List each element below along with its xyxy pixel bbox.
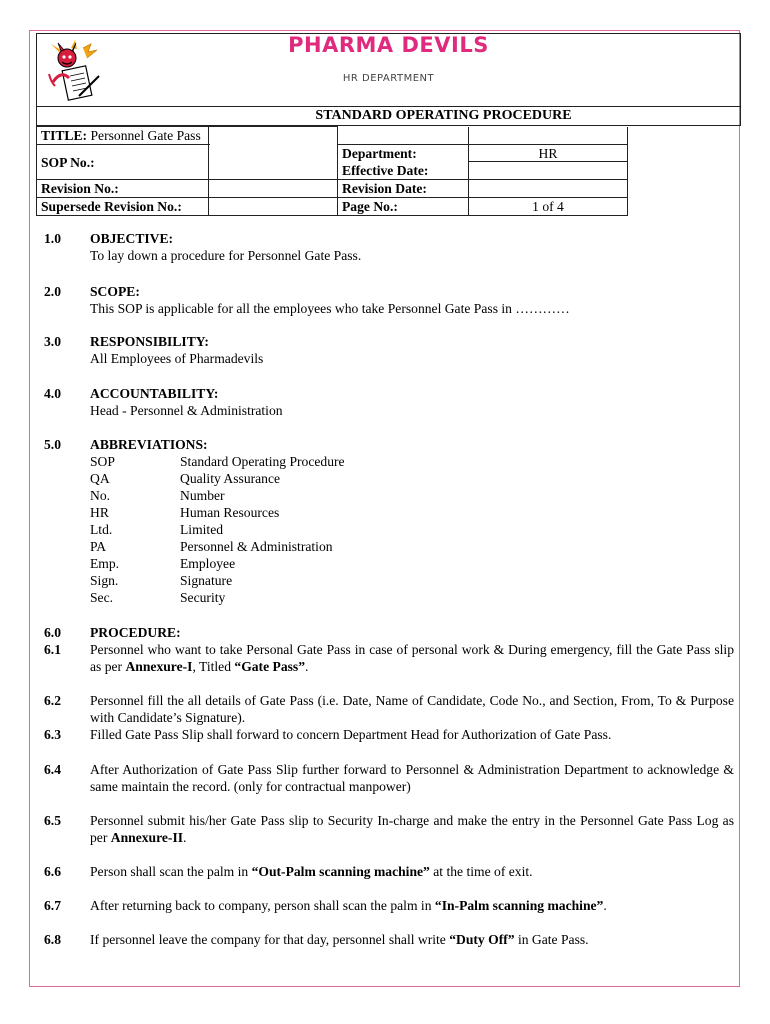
abbreviation-value: Employee [180, 556, 236, 571]
abbreviation-key: QA [90, 471, 110, 486]
section-accountability [44, 385, 734, 419]
step-text [90, 641, 734, 675]
section-scope [44, 283, 734, 317]
procedure-step [44, 692, 734, 726]
annexure-reference: Annexure-I [125, 659, 193, 674]
abbreviation-key: Ltd. [90, 522, 113, 537]
section-text: All Employees of Pharmadevils [90, 351, 264, 366]
step-text-part: . [183, 830, 187, 845]
step-text [90, 931, 734, 948]
step-text-part: If personnel leave the company for that day, personnel shall write [90, 932, 450, 947]
section-text: This SOP is applicable for all the employees who take Personnel Gate Pass in ………… [90, 301, 570, 316]
step-text: Filled Gate Pass Slip shall forward to concern Department Head for Authorization of Gate Pass. [90, 727, 612, 742]
title-label: TITLE: [41, 128, 88, 143]
section-number: 4.0 [44, 386, 61, 401]
abbreviation-row [90, 504, 734, 521]
procedure-step [44, 761, 734, 795]
department-value: HR [469, 145, 627, 162]
step-number: 6.5 [44, 813, 61, 828]
step-text-part: in Gate Pass. [514, 932, 589, 947]
step-text-part: . [305, 659, 309, 674]
abbreviation-row [90, 555, 734, 572]
step-text [90, 863, 734, 880]
sop-no-spacer [209, 145, 338, 180]
abbreviation-value: Personnel & Administration [180, 539, 333, 554]
step-text: After Authorization of Gate Pass Slip further forward to Personnel & Administration Department to acknowledge & same maintain the record. (only for contractual manpower) [90, 762, 734, 794]
section-heading: SCOPE: [90, 284, 140, 299]
step-text: Personnel fill the all details of Gate Pass (i.e. Date, Name of Candidate, Code No., and Section, From, To & Purpose with Candidate’s Signature). [90, 693, 734, 725]
sop-no-cell [37, 145, 209, 180]
step-number: 6.1 [44, 642, 61, 657]
step-text-part: at the time of exit. [429, 864, 533, 879]
section-number: 1.0 [44, 231, 61, 246]
step-number: 6.2 [44, 693, 61, 708]
abbreviation-key: Sign. [90, 573, 119, 588]
department-subtitle: HR DEPARTMENT [342, 73, 435, 84]
section-number: 5.0 [44, 437, 61, 452]
section-abbreviations [44, 436, 734, 606]
step-text-part: , Titled [192, 659, 235, 674]
section-heading: RESPONSIBILITY: [90, 334, 209, 349]
labels-cell-1 [338, 145, 469, 180]
section-text: To lay down a procedure for Personnel Gate Pass. [90, 248, 362, 263]
supersede-label: Supersede Revision No.: [41, 199, 182, 214]
revision-no-label: Revision No.: [41, 181, 119, 196]
abbreviation-list [90, 453, 734, 606]
step-text [90, 897, 734, 914]
abbreviation-row [90, 572, 734, 589]
step-text-part: Person shall scan the palm in [90, 864, 252, 879]
procedure-step [44, 812, 734, 846]
step-text-part: . [603, 898, 607, 913]
step-number: 6.4 [44, 762, 61, 777]
section-text: Head - Personnel & Administration [90, 403, 283, 418]
section-number: 6.0 [44, 625, 61, 640]
abbreviation-key: Emp. [90, 556, 120, 571]
step-text [90, 812, 734, 846]
section-number: 2.0 [44, 284, 61, 299]
section-objective [44, 230, 734, 264]
sop-metadata-table [36, 126, 628, 216]
revision-date-label: Revision Date: [338, 180, 469, 198]
annexure-reference: Annexure-II [110, 830, 184, 845]
step-text-part: Personnel who want to take Personal Gate Pass in case of personal work & During emergency, fill the Gate Pass slip as per [90, 642, 734, 674]
abbreviation-value: Quality Assurance [180, 471, 281, 486]
abbreviation-row [90, 589, 734, 606]
supersede-cell [37, 198, 209, 216]
abbreviation-key: PA [90, 539, 107, 554]
abbreviation-value: Security [180, 590, 226, 605]
section-procedure [44, 624, 734, 641]
abbreviation-key: SOP [90, 454, 115, 469]
abbreviation-row [90, 538, 734, 555]
section-responsibility [44, 333, 734, 367]
section-number: 3.0 [44, 334, 61, 349]
abbreviation-value: Signature [180, 573, 233, 588]
duty-off-term: “Duty Off” [449, 932, 515, 947]
step-text-part: Personnel submit his/her Gate Pass slip to Security In-charge and make the entry in the Personnel Gate Pass Log as per [90, 813, 734, 845]
step-number: 6.3 [44, 727, 61, 742]
document-header [36, 33, 741, 106]
step-number: 6.7 [44, 898, 61, 913]
form-title: “Gate Pass” [234, 659, 305, 674]
revision-no-spacer [209, 180, 338, 198]
procedure-step [44, 897, 734, 914]
effective-date-label: Effective Date: [342, 163, 429, 178]
title-spacer-2 [338, 127, 469, 145]
abbreviation-value: Number [180, 488, 225, 503]
abbreviation-key: Sec. [90, 590, 114, 605]
machine-name: “In-Palm scanning machine” [434, 898, 604, 913]
abbreviation-row [90, 521, 734, 538]
section-heading: ABBREVIATIONS: [90, 437, 208, 452]
abbreviation-key: HR [90, 505, 109, 520]
page-no-value: 1 of 4 [469, 198, 628, 216]
procedure-step [44, 931, 734, 948]
revision-no-cell [37, 180, 209, 198]
title-spacer-3 [469, 127, 628, 145]
section-heading: PROCEDURE: [90, 625, 181, 640]
procedure-step [44, 726, 734, 743]
page-no-label: Page No.: [338, 198, 469, 216]
company-name: PHARMA DEVILS [288, 33, 489, 57]
abbreviation-row [90, 487, 734, 504]
document-type-title: STANDARD OPERATING PROCEDURE [36, 106, 741, 126]
supersede-spacer [209, 198, 338, 216]
effective-date-value [469, 162, 627, 179]
abbreviation-row [90, 453, 734, 470]
step-number: 6.6 [44, 864, 61, 879]
step-text-part: After returning back to company, person shall scan the palm in [90, 898, 435, 913]
revision-date-value [469, 180, 628, 198]
title-value: Personnel Gate Pass [90, 128, 201, 143]
abbreviation-value: Standard Operating Procedure [180, 454, 345, 469]
section-heading: ACCOUNTABILITY: [90, 386, 219, 401]
abbreviation-row [90, 470, 734, 487]
abbreviation-value: Limited [180, 522, 224, 537]
section-heading: OBJECTIVE: [90, 231, 174, 246]
procedure-step [44, 863, 734, 880]
machine-name: “Out-Palm scanning machine” [251, 864, 430, 879]
title-cell [37, 127, 209, 145]
title-spacer [209, 127, 338, 145]
step-number: 6.8 [44, 932, 61, 947]
abbreviation-key: No. [90, 488, 111, 503]
values-cell-1 [469, 145, 628, 180]
department-label: Department: [342, 146, 417, 161]
sop-no-label: SOP No.: [41, 154, 95, 170]
abbreviation-value: Human Resources [180, 505, 280, 520]
procedure-step [44, 641, 734, 675]
